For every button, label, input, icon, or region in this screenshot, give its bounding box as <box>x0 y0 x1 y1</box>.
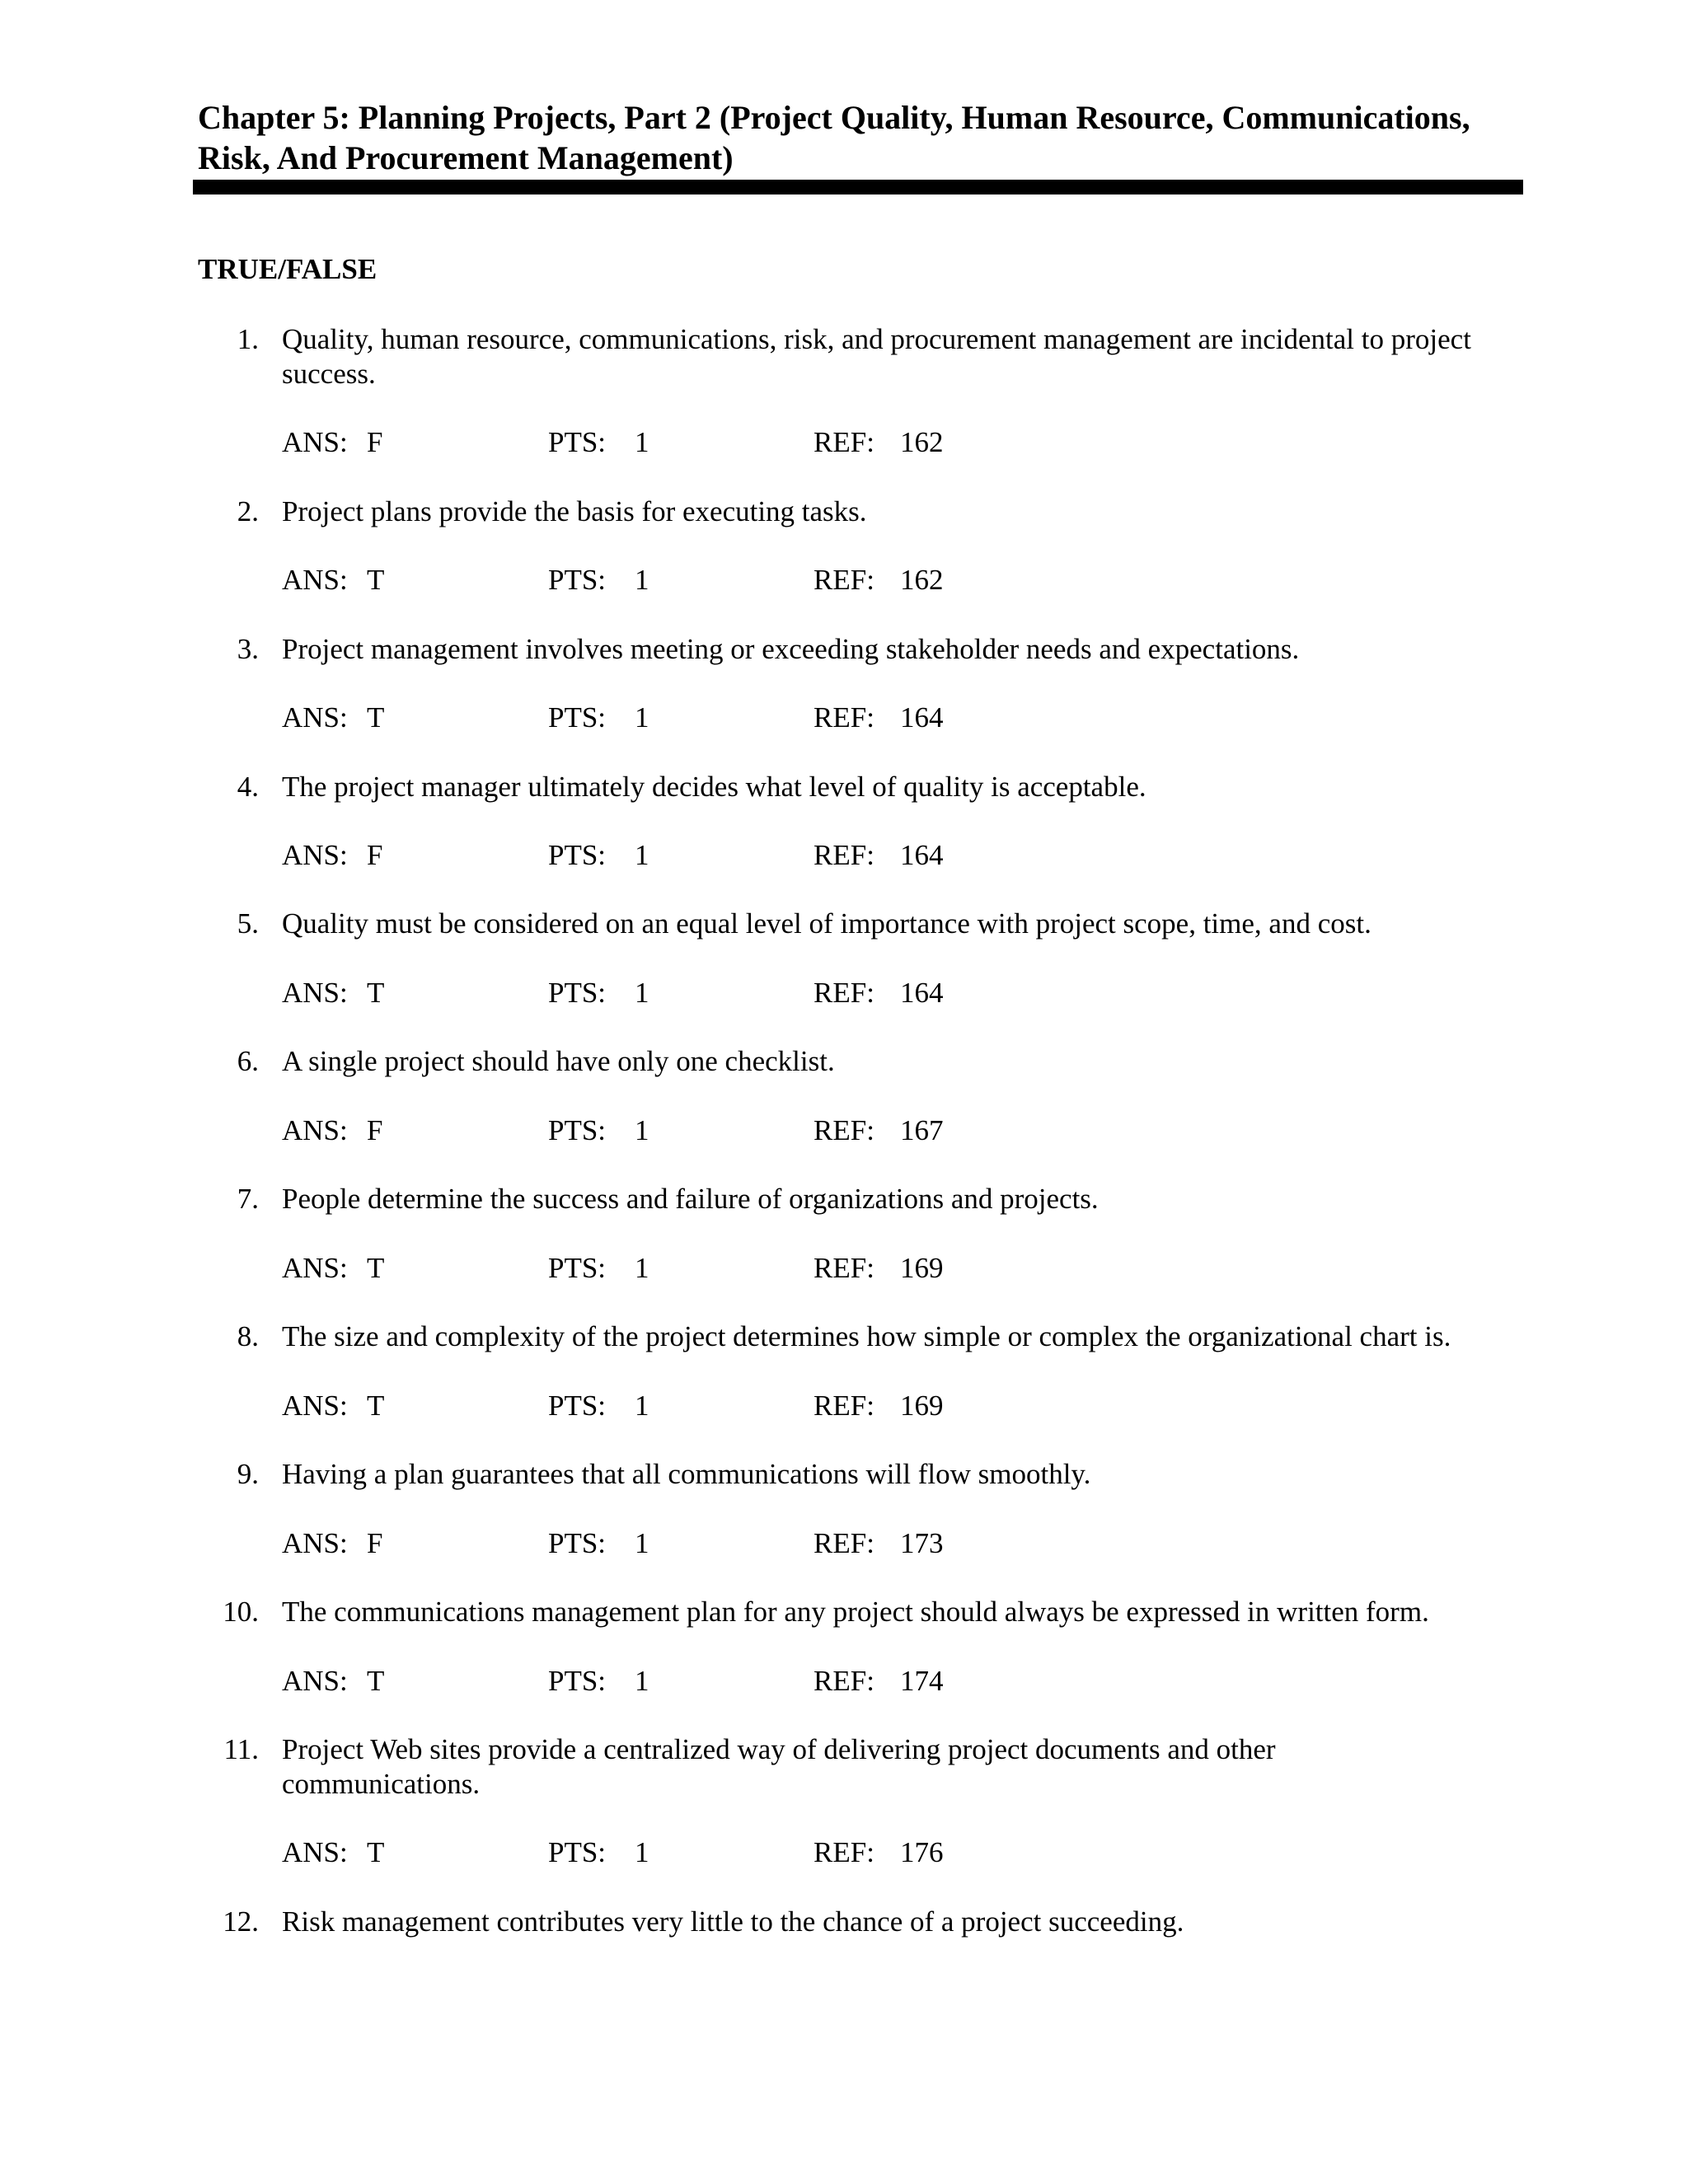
ans-label: ANS: <box>282 1665 348 1697</box>
question-text: The communications management plan for any project should always be expressed in written form. <box>282 1596 1429 1628</box>
ref-label: REF: <box>814 1665 874 1697</box>
ref-value: 164 <box>900 977 944 1009</box>
ref-value: 176 <box>900 1836 944 1868</box>
ref-label: REF: <box>814 1527 874 1559</box>
ans-value: T <box>367 564 385 596</box>
ref-label: REF: <box>814 839 874 871</box>
question-number: 2. <box>237 495 259 527</box>
ans-value: T <box>367 977 385 1009</box>
question-number: 4. <box>237 771 259 803</box>
pts-value: 1 <box>635 1252 649 1284</box>
pts-value: 1 <box>635 426 649 458</box>
ans-value: T <box>367 1390 385 1422</box>
ref-value: 174 <box>900 1665 944 1697</box>
ans-label: ANS: <box>282 564 348 596</box>
ref-label: REF: <box>814 977 874 1009</box>
ref-value: 164 <box>900 701 944 733</box>
pts-value: 1 <box>635 1836 649 1868</box>
pts-value: 1 <box>635 1114 649 1146</box>
ref-label: REF: <box>814 1390 874 1422</box>
pts-label: PTS: <box>548 1390 607 1422</box>
question-text: Project Web sites provide a centralized way of delivering project documents and other communications. <box>282 1733 1276 1800</box>
pts-label: PTS: <box>548 1665 607 1697</box>
ref-value: 167 <box>900 1114 944 1146</box>
question-text: The size and complexity of the project determines how simple or complex the organizational chart is. <box>282 1320 1451 1352</box>
question-text: The project manager ultimately decides what level of quality is acceptable. <box>282 771 1146 803</box>
question-text: A single project should have only one checklist. <box>282 1045 835 1077</box>
question-text: Project management involves meeting or exceeding stakeholder needs and expectations. <box>282 633 1300 665</box>
pts-value: 1 <box>635 1390 649 1422</box>
ans-value: T <box>367 1665 385 1697</box>
pts-label: PTS: <box>548 701 607 733</box>
question-number: 5. <box>237 907 259 940</box>
ans-label: ANS: <box>282 1527 348 1559</box>
pts-label: PTS: <box>548 1252 607 1284</box>
ref-value: 164 <box>900 839 944 871</box>
question-text: Quality must be considered on an equal level of importance with project scope, time, and cost. <box>282 907 1372 940</box>
question-number: 1. <box>237 323 259 355</box>
pts-value: 1 <box>635 564 649 596</box>
pts-label: PTS: <box>548 977 607 1009</box>
ans-label: ANS: <box>282 977 348 1009</box>
pts-value: 1 <box>635 1527 649 1559</box>
ans-value: F <box>367 839 383 871</box>
ref-value: 162 <box>900 426 944 458</box>
ref-value: 173 <box>900 1527 944 1559</box>
answer-row-8 <box>0 1389 1688 1423</box>
question-number: 12. <box>223 1905 259 1938</box>
question-text: Quality, human resource, communications, risk, and procurement management are incidental to project success. <box>282 323 1471 390</box>
ans-label: ANS: <box>282 701 348 733</box>
ref-label: REF: <box>814 564 874 596</box>
answer-row-6 <box>0 1113 1688 1148</box>
question-number: 11. <box>223 1733 259 1765</box>
pts-label: PTS: <box>548 1527 607 1559</box>
ans-value: F <box>367 1114 383 1146</box>
pts-label: PTS: <box>548 426 607 458</box>
answer-row-7 <box>0 1251 1688 1286</box>
answer-row-4 <box>0 838 1688 873</box>
pts-label: PTS: <box>548 1836 607 1868</box>
ref-label: REF: <box>814 1836 874 1868</box>
question-text: People determine the success and failure of organizations and projects. <box>282 1183 1099 1215</box>
question-text: Risk management contributes very little to the chance of a project succeeding. <box>282 1905 1184 1938</box>
chapter-title: Chapter 5: Planning Projects, Part 2 (Project Quality, Human Resource, Communications, Risk, And Procurement Management) <box>198 99 1470 176</box>
ref-label: REF: <box>814 701 874 733</box>
question-number: 6. <box>237 1045 259 1077</box>
ans-label: ANS: <box>282 426 348 458</box>
pts-label: PTS: <box>548 839 607 871</box>
ans-label: ANS: <box>282 839 348 871</box>
answer-row-1 <box>0 425 1688 460</box>
pts-value: 1 <box>635 1665 649 1697</box>
answer-row-2 <box>0 563 1688 598</box>
ref-value: 162 <box>900 564 944 596</box>
question-text: Having a plan guarantees that all communications will flow smoothly. <box>282 1458 1091 1490</box>
answer-row-5 <box>0 976 1688 1010</box>
ans-value: F <box>367 426 383 458</box>
question-number: 9. <box>237 1458 259 1490</box>
ans-value: T <box>367 701 385 733</box>
question-number: 7. <box>237 1183 259 1215</box>
ans-label: ANS: <box>282 1114 348 1146</box>
answer-row-10 <box>0 1664 1688 1699</box>
pts-value: 1 <box>635 701 649 733</box>
ref-value: 169 <box>900 1390 944 1422</box>
section-heading: TRUE/FALSE <box>198 253 377 285</box>
pts-value: 1 <box>635 977 649 1009</box>
question-number: 3. <box>237 633 259 665</box>
pts-label: PTS: <box>548 564 607 596</box>
answer-row-3 <box>0 701 1688 735</box>
ref-label: REF: <box>814 1252 874 1284</box>
question-number: 10. <box>223 1596 259 1628</box>
pts-value: 1 <box>635 839 649 871</box>
ans-value: T <box>367 1836 385 1868</box>
ans-label: ANS: <box>282 1836 348 1868</box>
question-number: 8. <box>237 1320 259 1352</box>
ans-value: F <box>367 1527 383 1559</box>
question-text: Project plans provide the basis for executing tasks. <box>282 495 867 527</box>
ans-label: ANS: <box>282 1252 348 1284</box>
answer-row-9 <box>0 1526 1688 1561</box>
ans-label: ANS: <box>282 1390 348 1422</box>
pts-label: PTS: <box>548 1114 607 1146</box>
ref-label: REF: <box>814 1114 874 1146</box>
answer-row-11 <box>0 1835 1688 1870</box>
ref-label: REF: <box>814 426 874 458</box>
ref-value: 169 <box>900 1252 944 1284</box>
ans-value: T <box>367 1252 385 1284</box>
